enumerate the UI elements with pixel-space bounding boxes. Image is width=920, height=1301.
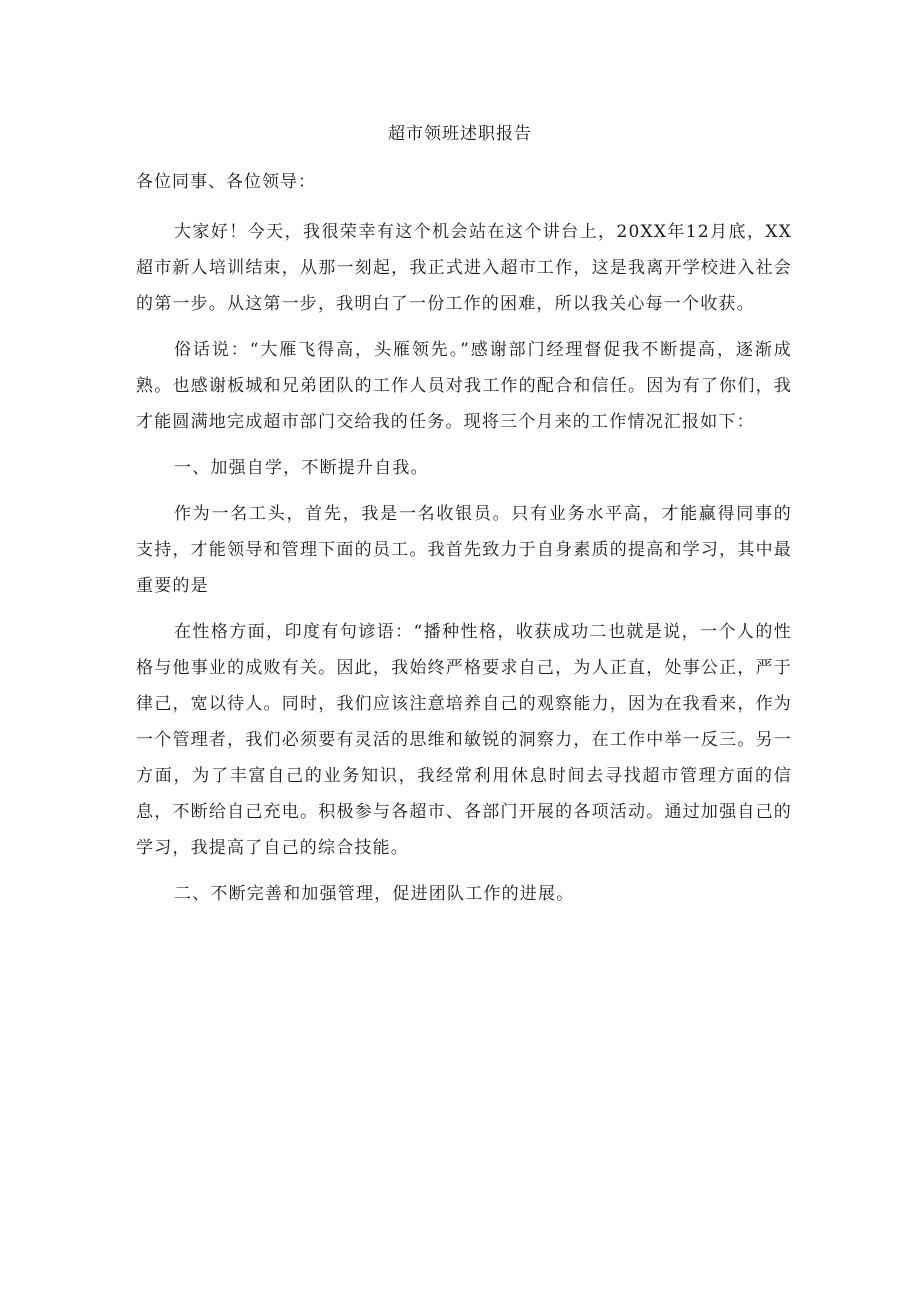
section-heading-2: 二、不断完善和加强管理，促进团队工作的进展。 <box>174 884 575 904</box>
paragraph-thanks: 俗话说：“大雁飞得高，头雁领先。”感谢部门经理督促我不断提高，逐渐成熟。也感谢板城和兄弟团队的工作人员对我工作的配合和信任。因为有了你们，我才能圆满地完成超市部门交给我的任务。现将三个月来的工作情况汇报如下： <box>136 340 792 432</box>
paragraph-greeting: 大家好！今天，我很荣幸有这个机会站在这个讲台上，20XX年12月底，XX超市新人培训结束，从那一刻起，我正式进入超市工作，这是我离开学校进入社会的第一步。从这第一步，我明白了一份工作的困难，所以我关心每一个收获。 <box>136 222 792 314</box>
document-body <box>136 214 792 922</box>
salutation: 各位同事、各位领导： <box>136 172 316 192</box>
section-heading-1: 一、加强自学，不断提升自我。 <box>174 458 429 478</box>
document-title: 超市领班述职报告 <box>388 124 532 144</box>
paragraph-foreman: 作为一名工头，首先，我是一名收银员。只有业务水平高，才能赢得同事的支持，才能领导和管理下面的员工。我首先致力于自身素质的提高和学习，其中最重要的是 <box>136 504 792 596</box>
paragraph-character: 在性格方面，印度有句谚语：“播种性格，收获成功二也就是说，一个人的性格与他事业的成败有关。因此，我始终严格要求自己，为人正直，处事公正，严于律己，宽以待人。同时，我们应该注意培养自己的观察能力，因为在我看来，作为一个管理者，我们必须要有灵活的思维和敏锐的洞察力，在工作中举一反三。另一方面，为了丰富自己的业务知识，我经常利用休息时间去寻找超市管理方面的信息，不断给自己充电。积极参与各超市、各部门开展的各项活动。通过加强自己的学习，我提高了自己的综合技能。 <box>136 622 792 858</box>
